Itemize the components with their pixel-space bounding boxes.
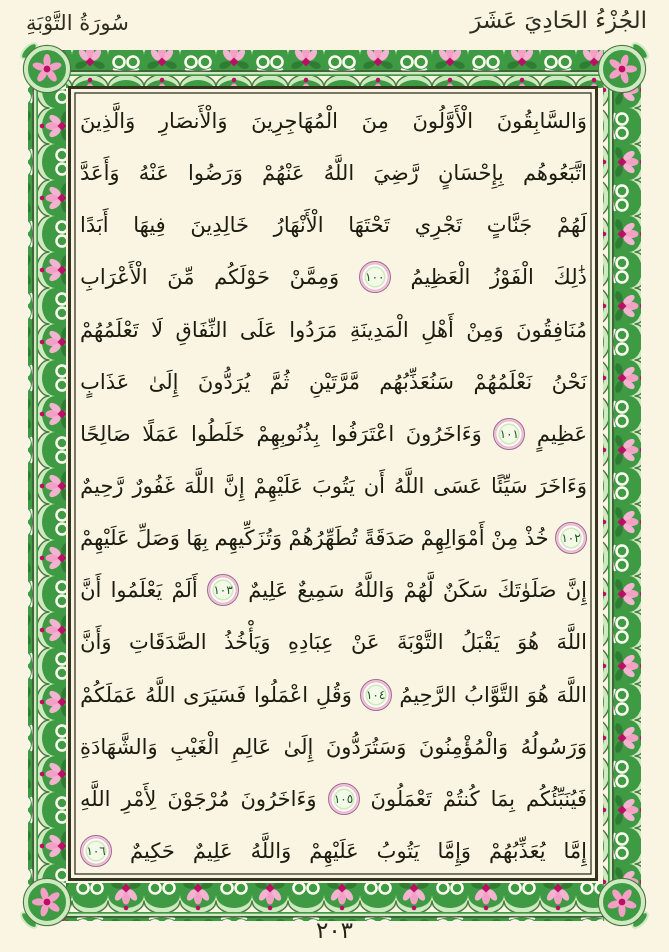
verse-word: أَنَّ xyxy=(80,578,102,603)
verse-word: إِمَّا xyxy=(563,839,587,864)
verse-word: مِنَ xyxy=(361,109,389,134)
verse-word: سَنُعَذِّبُهُم xyxy=(379,369,454,394)
verse-word: مُنَافِقُونَ xyxy=(516,317,587,342)
verse-word: الرَّحِيمُ xyxy=(399,682,457,707)
verse-word: عَلَيْهِمْ xyxy=(253,474,304,499)
verse-word: سَكَنٌ xyxy=(442,578,489,603)
ayah-end-marker: ١٠٤ xyxy=(360,679,392,711)
verse-word: غَفُورٌ xyxy=(132,474,176,499)
verse-word: اعْمَلُوا xyxy=(254,682,309,707)
verse-word: فَسَيَرَى xyxy=(183,682,247,707)
verse-word: الْأَوَّلُونَ xyxy=(412,109,474,134)
verse-word: الْعَظِيمُ xyxy=(410,265,471,290)
verse-word: النِّفَاقِ xyxy=(175,317,228,342)
verse-word: اعْتَرَفُوا xyxy=(331,421,395,446)
verse-word: وَءَاخَرُونَ xyxy=(240,786,317,811)
mushaf-line xyxy=(80,460,587,512)
verse-word: تَجْرِي xyxy=(414,213,463,238)
verse-word: بِذُنُوبِهِمْ xyxy=(256,421,320,446)
verse-word: فَيُنَبِّئُكُم xyxy=(526,786,587,811)
verse-word: رَّحِيمٌ xyxy=(80,474,124,499)
verse-word: وَتُزَكِّيهِم xyxy=(214,526,283,551)
mushaf-line xyxy=(80,616,587,668)
verse-word: عَنْهُ xyxy=(138,161,169,186)
mushaf-line xyxy=(80,721,587,773)
verse-word: نَعْلَمُهُمْ xyxy=(473,369,533,394)
verse-word: ذَٰلِكَ xyxy=(553,265,587,290)
mushaf-line xyxy=(80,147,587,199)
verse-word: وَإِمَّا xyxy=(437,839,472,864)
verse-word: إِنَّ xyxy=(565,578,587,603)
mushaf-line xyxy=(80,408,587,460)
verse-word: إِلَىٰ xyxy=(283,734,314,759)
verse-word: مِنْ xyxy=(491,526,519,551)
verse-word: اللَّهُ xyxy=(323,161,355,186)
verse-word: هُوَ xyxy=(526,682,549,707)
verse-word: تَعْلَمُهُمْ xyxy=(80,317,139,342)
verse-word: وَالْمُؤْمِنُونَ xyxy=(418,734,509,759)
verse-word: وَسَتُرَدُّونَ xyxy=(325,734,407,759)
verse-word: عَلَيْهِمْ xyxy=(309,839,359,864)
page-number: ٢٠٣ xyxy=(315,918,354,944)
verse-word: لَّهُمْ xyxy=(403,578,434,603)
verse-word: عَسَى xyxy=(433,474,483,499)
verse-word: أَن xyxy=(363,474,385,499)
verse-word: وَالْأَنصَارِ xyxy=(158,109,228,134)
verse-word: وَرَسُولُهُ xyxy=(520,734,587,759)
ayah-end-marker: ١٠٢ xyxy=(555,522,587,554)
ayah-end-marker: ١٠٥ xyxy=(328,783,360,815)
verse-word: يَتُوبُ xyxy=(376,839,420,864)
verse-word: وَمِنْ xyxy=(466,317,504,342)
verse-word: اللَّهُ xyxy=(145,682,176,707)
verse-word: خَلَطُوا xyxy=(191,421,245,446)
verse-word: اللَّهَ xyxy=(184,474,215,499)
verse-word: أَمْوَالِهِمْ xyxy=(420,526,485,551)
verse-word: إِلَىٰ xyxy=(148,369,179,394)
verse-word: تَحْتَهَا xyxy=(348,213,391,238)
ayah-end-marker: ١٠١ xyxy=(493,418,525,450)
ayah-end-marker: ١٠٦ xyxy=(80,835,112,867)
mushaf-line xyxy=(80,773,587,825)
verse-word: وَاللَّهُ xyxy=(353,578,395,603)
verse-word: حَكِيمٌ xyxy=(130,839,175,864)
verse-word: خَالِدِينَ xyxy=(190,213,250,238)
verse-word: وَالسَّابِقُونَ xyxy=(496,109,587,134)
verse-word: عَذَابٍ xyxy=(80,369,130,394)
mushaf-line xyxy=(80,95,587,147)
verse-word: الصَّدَقَاتِ xyxy=(128,630,207,655)
verse-word: عَلِيمٌ xyxy=(192,839,233,864)
verse-word: وَالشَّهَادَةِ xyxy=(80,734,158,759)
verse-word: مَرَدُوا xyxy=(289,317,338,342)
mushaf-line xyxy=(80,512,587,564)
verse-word: هُوَ xyxy=(517,630,540,655)
verse-word: بِإِحْسَانٍ xyxy=(438,161,504,186)
verse-word: الْغَيْبِ xyxy=(170,734,220,759)
verse-word: الْأَنْهَارُ xyxy=(273,213,324,238)
verse-word: خُذْ xyxy=(524,526,549,551)
verse-word: حَوْلَكُم xyxy=(214,265,270,290)
verse-word: الْأَعْرَابِ xyxy=(80,265,148,290)
verse-word: ثُمَّ xyxy=(269,369,290,394)
verse-word: وَءَاخَرُونَ xyxy=(405,421,482,446)
verse-word: يَعْلَمُوا xyxy=(110,578,163,603)
mushaf-line xyxy=(80,356,587,408)
mushaf-line xyxy=(80,669,587,721)
verse-word: كُنتُمْ xyxy=(442,786,480,811)
verse-word: عَلَى xyxy=(239,317,277,342)
verse-word: تَعْمَلُونَ xyxy=(370,786,432,811)
verse-word: عَظِيمٍ xyxy=(536,421,587,446)
mushaf-line xyxy=(80,251,587,303)
verse-word: لِأَمْرِ xyxy=(121,786,157,811)
verse-word: بِمَا xyxy=(490,786,515,811)
verse-word: عَنْ xyxy=(351,630,380,655)
verse-word: لَهُمْ xyxy=(556,213,587,238)
mushaf-text xyxy=(80,95,587,877)
verse-word: يَتُوبَ xyxy=(311,474,355,499)
verse-word: سَمِيعٌ xyxy=(297,578,345,603)
verse-word: وَقُلِ xyxy=(315,682,352,707)
verse-word: عَمَلَكُمْ xyxy=(80,682,138,707)
verse-word: يَقْبَلُ xyxy=(460,630,500,655)
verse-word: مِّنَ xyxy=(167,265,195,290)
verse-word: صَدَقَةً xyxy=(364,526,415,551)
verse-word: عَالِمِ xyxy=(231,734,272,759)
verse-word: الْمُهَاجِرِينَ xyxy=(251,109,338,134)
verse-word: وَرَضُوا xyxy=(188,161,243,186)
verse-word: فِيهَا xyxy=(133,213,166,238)
mushaf-line xyxy=(80,199,587,251)
verse-word: اللَّهِ xyxy=(80,786,111,811)
verse-word: بِهَا xyxy=(186,526,209,551)
verse-word: تُطَهِّرُهُمْ xyxy=(288,526,358,551)
mushaf-line xyxy=(80,564,587,616)
verse-word: وَيَأْخُذُ xyxy=(224,630,271,655)
juz-heading: الجُزْءُ الحَادِيَ عَشَرَ xyxy=(470,8,647,34)
verse-word: التَّوْبَةَ xyxy=(397,630,444,655)
verse-word: وَمِمَّنْ xyxy=(289,265,340,290)
verse-word: وَالَّذِينَ xyxy=(80,109,136,134)
verse-word: عَمَلًا xyxy=(142,421,180,446)
verse-word: مُرْجَوْنَ xyxy=(167,786,230,811)
verse-word: إِنَّ xyxy=(223,474,245,499)
surah-heading: سُورَةُ التَّوْبَةِ xyxy=(26,11,129,35)
verse-word: عَلَيْهِمْ xyxy=(80,526,130,551)
verse-word: سَيِّئًا xyxy=(490,474,528,499)
verse-word: وَصَلِّ xyxy=(135,526,180,551)
verse-word: نَحْنُ xyxy=(551,369,587,394)
mushaf-line xyxy=(80,825,587,877)
verse-word: اتَّبَعُوهُم xyxy=(522,161,587,186)
verse-word: وَأَعَدَّ xyxy=(80,161,120,186)
verse-word: أَلَمْ xyxy=(171,578,198,603)
verse-word: عَنْهُمْ xyxy=(262,161,305,186)
verse-word: عِبَادِهِ xyxy=(287,630,334,655)
verse-word: وَأَنَّ xyxy=(80,630,112,655)
verse-word: وَءَاخَرَ xyxy=(536,474,587,499)
verse-word: مَّرَّتَيْنِ xyxy=(308,369,360,394)
ayah-end-marker: ١٠٠ xyxy=(359,261,391,293)
verse-word: اللَّهَ xyxy=(556,682,587,707)
verse-word: اللَّهُ xyxy=(393,474,425,499)
verse-word: يُعَذِّبُهُمْ xyxy=(489,839,546,864)
verse-word: أَهْلِ xyxy=(421,317,454,342)
verse-word: رَّضِيَ xyxy=(373,161,419,186)
verse-word: التَّوَّابُ xyxy=(464,682,520,707)
verse-word: جَنَّاتٍ xyxy=(486,213,533,238)
verse-word: اللَّهَ xyxy=(556,630,587,655)
verse-word: أَبَدًا xyxy=(80,213,109,238)
ayah-end-marker: ١٠٣ xyxy=(207,574,239,606)
verse-word: عَلِيمٌ xyxy=(248,578,289,603)
verse-word: وَاللَّهُ xyxy=(250,839,292,864)
verse-word: يُرَدُّونَ xyxy=(197,369,251,394)
verse-word: الْمَدِينَةِ xyxy=(349,317,409,342)
verse-word: الْفَوْزُ xyxy=(490,265,534,290)
verse-word: صَالِحًا xyxy=(80,421,131,446)
mushaf-line xyxy=(80,304,587,356)
verse-word: لَا xyxy=(151,317,164,342)
verse-word: صَلَوٰتَكَ xyxy=(497,578,557,603)
